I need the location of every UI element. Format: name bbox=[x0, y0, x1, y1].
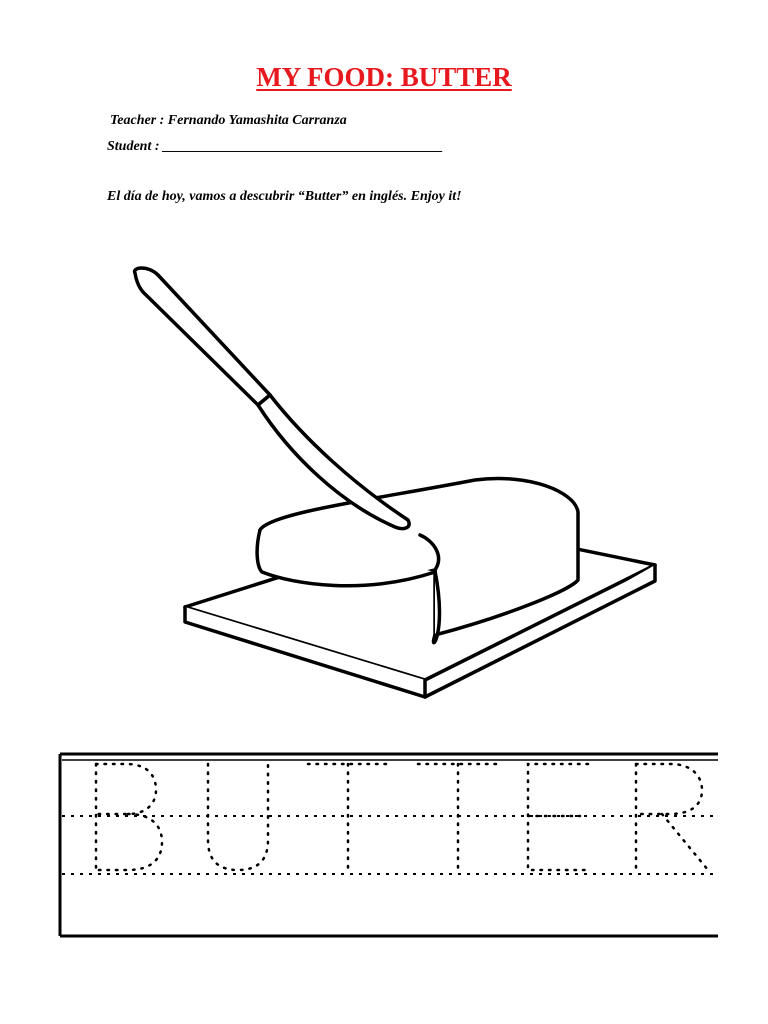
letter-tracing-box bbox=[58, 752, 718, 938]
teacher-line: Teacher : Fernando Yamashita Carranza bbox=[110, 113, 347, 128]
butter-illustration bbox=[100, 235, 708, 725]
traced-letter-r bbox=[636, 764, 708, 870]
traced-letter-t-1 bbox=[308, 764, 388, 870]
intro-text: El día de hoy, vamos a descubrir “Butter” en inglés. Enjoy it! bbox=[107, 189, 462, 204]
worksheet-title: MY FOOD: BUTTER bbox=[256, 62, 512, 92]
student-line: Student : ________________________________________ bbox=[107, 139, 444, 154]
knife bbox=[135, 268, 410, 529]
